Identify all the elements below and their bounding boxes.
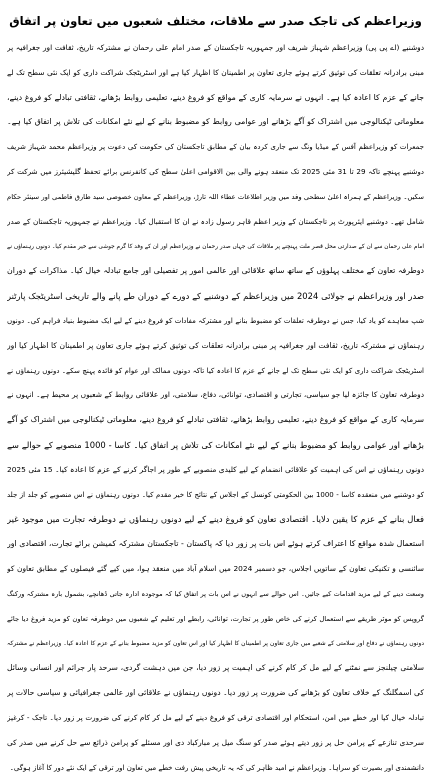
article-line: دانشمندی اور بصیرت کو سراہا۔ وزیراعظم نے امید ظاہر کی کہ یہ تاریخی پیش رفت خطے میں تعاون اور ترقی کے ایک نئے دور کا آغاز ہوگی۔ bbox=[9, 763, 424, 772]
article-line: دوطرفہ تعاون کا جائزہ لیا جو سیاسی، تجارتی و اقتصادی، توانائی، دفاع، سلامتی، اور علاقائی روابط کے شعبوں پر محیط ہے۔ انہوں نے bbox=[7, 390, 424, 400]
article-line: وسعت دینے کے لیے مزید اقدامات کیے جائیں۔ اس حوالے سے انہوں نے اس بات پر اتفاق کیا کہ موجودہ ادارہ جاتی ڈھانچے، بشمول بارہ مشترکہ ورکنگ bbox=[7, 589, 424, 598]
article-line: صدر اور وزیراعظم نے جولائی 2024 میں وزیراعظم کے دوشنبے کے دورے کے دوران طے پانے والے تاریخی اسٹریٹجک پارٹنر bbox=[7, 291, 424, 302]
article-line: سلامتی چیلنجز سے نمٹنے کے لیے مل کر کام کرنے کی اہمیت پر زور دیا، جن میں دہشت گردی، سرحد پار جرائم اور انسانی وسائل bbox=[7, 663, 424, 673]
article-line: دوشنبے (اے پی پی) وزیراعظم شہباز شریف اور جمہوریہ تاجکستان کے صدر امام علی رحمان نے مشترکہ تاریخ، ثقافت اور جغرافیہ پر bbox=[7, 43, 424, 52]
article-line: کو دوشنبے میں منعقدہ کاسا - 1000 بین الحکومتی کونسل کے اجلاس کے نتائج کا خیر مقدم کیا۔ دونوں رہنماؤں نے اس منصوبے کو جلد از جلد bbox=[7, 490, 424, 499]
article-line: کی اسمگلنگ کے خلاف تعاون کو بڑھانے کی ضرورت پر زور دیا۔ دونوں رہنماؤں نے علاقائی اور عالمی جغرافیائی و سیاسی حالات پر bbox=[7, 688, 424, 698]
article-line: شامل تھے۔ دوشنبے ایئرپورٹ پر تاجکستان کے وزیر اعظم قاہر رسول زادہ نے ان کا استقبال کیا۔ وزیراعظم نے جمہوریہ تاجکستان کے صدر bbox=[7, 216, 424, 226]
article-line: جمعرات کو وزیراعظم آفس کے میڈیا ونگ سے جاری کردہ بیان کے مطابق تاجکستان کی حکومت کی دعوت پر وزیراعظم محمد شہباز شریف bbox=[7, 143, 424, 152]
article-line: دونوں رہنماؤں نے اس کی اہمیت کو علاقائی انضمام کے لیے کلیدی منصوبے کے طور پر اجاگر کرنے کے عزم کا اعادہ کیا۔ 15 مئی 2025 bbox=[7, 464, 424, 474]
article-line: اسٹریٹجک شراکت داری کو ایک نئی سطح تک لے جانے کے عزم کا اعادہ کیا تاکہ دونوں ممالک اور عوام کو فائدہ پہنچ سکے۔ دونوں رہنماؤں نے bbox=[7, 366, 424, 375]
article-line: جانے کے عزم کا اعادہ کیا ہے۔ انہوں نے سرمایہ کاری کے مواقع کو فروغ دینے، تعلیمی روابط بڑھانے، ثقافتی تبادلے کو فروغ دینے، bbox=[7, 92, 424, 102]
article-line: رہنماؤں نے مشترکہ تاریخ، ثقافت اور جغرافیہ پر مبنی برادرانہ تعلقات کی توثیق کرتے ہوئے جاری تعاون پر اطمینان کا اظہار کیا اور bbox=[7, 340, 424, 350]
article-line: شپ معاہدے کو یاد کیا، جس نے دوطرفہ تعلقات کو مضبوط بنانے اور مشترکہ مفادات کو فروغ دینے کے لیے ایک مضبوط بنیاد فراہم کی۔ دونوں bbox=[7, 316, 424, 325]
article-line: سرحدی تنازعے کے پرامن حل پر زور دیتے ہوئے صدر کو سنگ میل پر مبارکباد دی اور مسئلے کو پرامن ذرائع سے حل کرنے میں صدر کی bbox=[7, 737, 424, 747]
article-line: دوشنبے پہنچے تاکہ 29 تا 31 مئی 2025 تک منعقد ہونے والی بین الاقوامی اعلیٰ سطح کی کانفرنس برائے تحفظ گلیشیئرز میں شرکت کر bbox=[7, 167, 424, 177]
article-line: مبنی برادرانہ تعلقات کی توثیق کرتے ہوئے جاری تعاون پر اطمینان کا اظہار کیا ہے اور اسٹریٹجک شراکت داری کو ایک نئی سطح تک لے bbox=[7, 67, 424, 77]
article-line: استعمال شدہ مواقع کا اعتراف کرتے ہوئے اس بات پر زور دیا کہ پاکستان - تاجکستان مشترکہ کمیشن برائے تجارت، اقتصادی اور bbox=[7, 539, 424, 549]
article-line: فعال بنانے کے عزم کا یقین دلایا۔ اقتصادی تعاون کو فروغ دینے کے لیے دونوں رہنماؤں نے دوطرفہ تجارت میں موجود غیر bbox=[7, 514, 424, 525]
article-line: معلوماتی ٹیکنالوجی میں اشتراک کو آگے بڑھانے اور عوامی روابط کو مضبوط بنانے کے لیے نئے امکانات کی تلاش پر اتفاق کیا ہے۔ bbox=[7, 117, 424, 127]
article-line: دوطرفہ تعاون کے مختلف پہلوؤں کے ساتھ ساتھ علاقائی اور عالمی امور پر تفصیلی اور جامع تبادلہ خیال کیا۔ مذاکرات کے دوران bbox=[7, 266, 424, 276]
article-line: تبادلہ خیال کیا اور خطے میں امن، استحکام اور اقتصادی ترقی کو فروغ دینے کے لیے مل کر کام کرنے کی ضرورت پر زور دیا۔ تاجک - کرغیز bbox=[7, 712, 424, 722]
article-line: سرمایہ کاری کے مواقع کو فروغ دینے، تعلیمی روابط بڑھانے، ثقافتی تبادلے کو فروغ دینے، معلوماتی ٹیکنالوجی میں اشتراک کو آگے bbox=[7, 415, 424, 425]
article-line: دونوں رہنماؤں نے دفاع اور سلامتی کے شعبے میں جاری تعاون پر اطمینان کا اظہار کیا اور اس تعاون کو مزید مضبوط بنانے کے عزم کا اعادہ کیا۔ وزیراعظم نے مشترکہ bbox=[7, 639, 424, 647]
headline: وزیراعظم کی تاجک صدر سے ملاقات، مختلف شعبوں میں تعاون پر اتفاق bbox=[9, 14, 422, 28]
article-body bbox=[7, 38, 424, 778]
article-line: سائنسی و تکنیکی تعاون کے ساتویں اجلاس، جو دسمبر 2024 میں اسلام آباد میں منعقد ہوا، میں کیے گئے فیصلوں کے مطابق تعاون کو bbox=[7, 564, 424, 574]
article-line: امام علی رحمان سے ان کے صدارتی محل قصر ملت پہنچنے پر ملاقات کی جہاں صدر رحمان نے وزیراعظم اور ان کے وفد کا گرم جوشی سے خیر مقدم کیا۔ دونوں رہنماؤں نے bbox=[7, 243, 424, 250]
article-line: گروپس کو موثر طریقے سے استعمال کرنے کی خاص طور پر تجارت، توانائی، رابطے اور تعلیم کے شعبوں میں دوطرفہ تعاون کو مزید فروغ دیا جائے bbox=[7, 614, 424, 623]
article-line: سکیں۔ وزیراعظم کے ہمراہ اعلیٰ سطحی وفد میں وزیر اطلاعات عطاء اللہ تارڑ، وزیراعظم کے معاون خصوصی سید طارق فاطمی اور سینئر حکام bbox=[7, 192, 424, 201]
article-line: بڑھانے اور عوامی روابط کو مضبوط بنانے کے لیے نئے امکانات کی تلاش پر اتفاق کیا۔ کاسا - 1000 منصوبے کے حوالے سے bbox=[7, 440, 424, 450]
